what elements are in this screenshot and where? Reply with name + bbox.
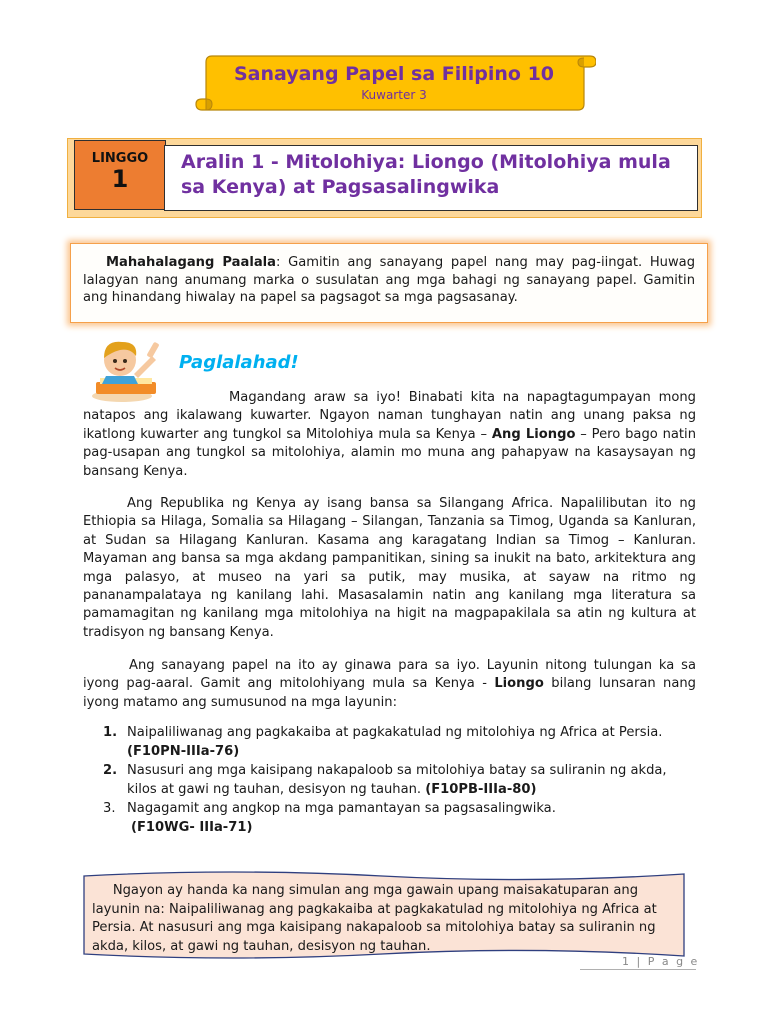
page-number: 1 [622,955,631,968]
closing-note-text [92,882,678,954]
reminder-text: : Gamitin ang sanayang papel nang may pag-iingat. Huwag lalagyan nang anumang marka o susulatan ang mga bahagi ng sanayang papel. Gamitin ang hinandang hiwalay na papel sa pagsagot sa mga pagsasanay. [83,255,696,305]
objective-text: Nasusuri ang mga kaisipang nakapaloob sa mitolohiya batay sa suliranin ng akda, kilos at gawi ng tauhan, desisyon ng tauhan. [127,763,667,797]
objective-number: 3. [103,801,116,817]
closing-note-scroll [82,870,686,960]
objective-code: (F10PN-IIIa-76) [127,743,240,759]
objective-text: Naipaliliwanag ang pagkakaiba at pagkakatulad ng mitolohiya ng Africa at Persia. [127,725,663,740]
objective-item [103,762,698,799]
document-subtitle: Kuwarter 3 [361,88,427,102]
kenya-paragraph: Ang Republika ng Kenya ay isang bansa sa Silangang Africa. Napalilibutan ito ng Ethiopia sa Hilaga, Somalia sa Hilagang – Silangan, Tanzania sa Timog, Uganda sa Kanluran, at Sudan sa Hilagang Kanluran. Kasama ang karagatang Indian sa Timog – Kanluran. Mayaman ang bansa sa mga akdang pampanitikan, sining sa inukit na bato, arkitektura ang mga palasyo, at museo na yari sa putik, may musika, at sayaw na ritmo ng pananampalataya ng kanilang lahi. Masasalamin natin ang kanilang mga literatura sa pamamagitan ng kanilang mga mitolohiya na higit na magpapakilala sa atin ng kultura at tradisyon ng bansang Kenya. [83,496,696,640]
week-number: 1 [111,165,129,193]
objectives-intro-text-b: bilang lunsaran nang iyong matamo ang sumusunod na mga layunin: [83,676,696,710]
footer-rule [580,969,696,970]
objective-number: 1. [103,725,118,740]
page-footer [622,955,699,968]
intro-paragraph [83,389,696,481]
reminder-label: Mahahalagang Paalala [105,255,276,270]
week-box [74,140,166,210]
objectives-list [103,724,698,839]
objective-number: 2. [103,763,118,779]
section-heading: Paglalahad! [179,352,299,373]
objective-code: (F10WG- IIIa-71) [131,819,253,835]
objective-item [79,800,698,837]
objective-text: Nagagamit ang angkop na mga pamantayan sa pagsasalingwika. [127,801,556,817]
intro-text-b: – Pero bago natin pag-usapan ang tungkol sa mitolohiya, alamin mo muna ang pahapyaw na kasaysayan ng bansang Kenya. [83,426,696,479]
page-label: | P a g e [636,955,700,968]
closing-note-content: Ngayon ay handa ka nang simulan ang mga gawain upang maisakatuparan ang layunin na: Naipaliliwanag ang pagkakaiba at pagkakatulad ng mitolohiya ng Africa at Persia. At nasusuri ang mga kaisipang nakapaloob sa mitolohiya batay sa suliranin ng akda, kilos, at gawi ng tauhan, desisyon ng tauhan. [92,883,657,954]
objective-code: (F10PB-IIIa-80) [425,781,537,797]
lesson-title-box [164,145,698,211]
objectives-intro-text-a: Ang sanayang papel na ito ay ginawa para sa iyo. Layunin nitong tulungan ka sa iyong pag-aaral. Gamit ang mitolohiyang mula sa Kenya - [83,658,696,692]
objective-item [103,724,698,761]
intro-text-a: Magandang araw sa iyo! Binabati kita na napagtagumpayan mong natapos ang ikalawang kuwarter. Ngayon naman tunghayan natin ang unang paksa ng ikatlong kuwarter ang tungkol sa Mitolohiya mula sa Kenya – [83,390,696,442]
document-title: Sanayang Papel sa Filipino 10 [233,63,555,85]
reminder-box [70,243,708,323]
intro-bold-title: Ang Liongo [491,426,576,442]
title-scroll-banner [192,54,596,116]
objectives-intro-paragraph [83,657,696,712]
objectives-intro-bold: Liongo [494,676,544,692]
lesson-title: Aralin 1 - Mitolohiya: Liongo (Mitolohiya mula sa Kenya) at Pagsasalingwika [181,151,671,198]
week-label: LINGGO [91,151,149,166]
